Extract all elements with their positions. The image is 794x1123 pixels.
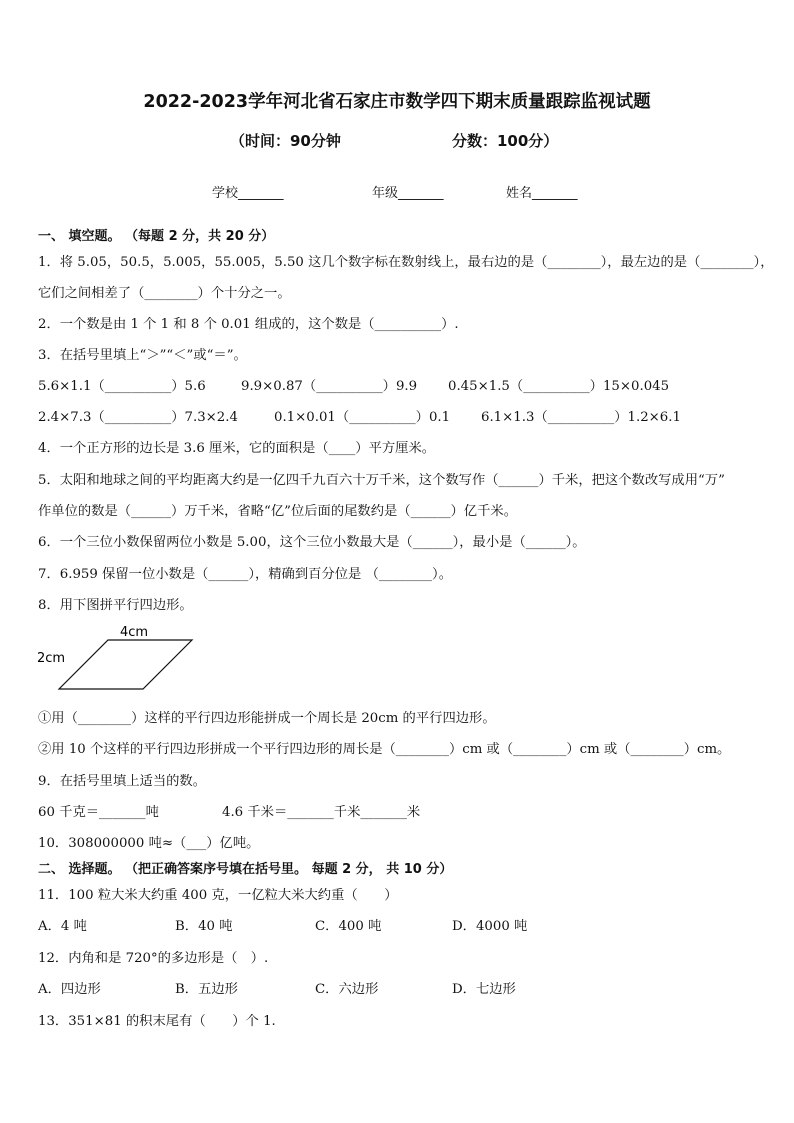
name-field[interactable]: 姓名_______	[506, 186, 578, 201]
compare-item: 5.6×1.1（__________）5.6	[38, 379, 206, 394]
option-b[interactable]: B．40 吨	[175, 919, 233, 934]
question-8-sub1: ①用（________）这样的平行四边形能拼成一个周长是 20cm 的平行四边形。	[38, 711, 496, 726]
compare-item: 0.45×1.5（__________）15×0.045	[448, 379, 670, 394]
parallelogram-figure	[30, 620, 210, 695]
side-length-label: 2cm	[37, 651, 66, 666]
top-length-label: 4cm	[120, 625, 149, 640]
parallelogram-shape	[59, 640, 192, 689]
compare-item: 9.9×0.87（__________）9.9	[241, 379, 418, 394]
question-11: 11．100 粒大米大约重 400 克，一亿粒大米大约重（ ）	[38, 888, 398, 903]
option-c[interactable]: C．400 吨	[315, 919, 382, 934]
option-c[interactable]: C．六边形	[315, 982, 379, 997]
question-11-options	[38, 915, 638, 935]
compare-item: 6.1×1.3（__________）1.2×6.1	[481, 410, 681, 425]
section2-heading: 二、 选择题。 （把正确答案序号填在括号里。 每题 2 分， 共 10 分）	[38, 862, 453, 877]
option-d[interactable]: D．七边形	[452, 982, 516, 997]
question-3-row1	[38, 375, 758, 395]
question-1-line1: 1．将 5.05，50.5，5.005，55.005，5.50 这几个数字标在数射线上，最右边的是（________），最左边的是（________），	[38, 255, 774, 270]
compare-item: 0.1×0.01（__________）0.1	[274, 410, 451, 425]
question-6: 6．一个三位小数保留两位小数是 5.00，这个三位小数最大是（______），最小是（______）。	[38, 535, 586, 550]
question-3-row2	[38, 406, 758, 426]
grade-field[interactable]: 年级_______	[372, 186, 444, 201]
option-b[interactable]: B．五边形	[175, 982, 238, 997]
compare-item: 2.4×7.3（__________）7.3×2.4	[38, 410, 238, 425]
page-title: 2022-2023学年河北省石家庄市数学四下期末质量跟踪监视试题	[143, 92, 651, 112]
conversion-item: 60 千克＝_______吨	[38, 805, 159, 820]
conversion-item: 4.6 千米＝_______千米_______米	[222, 805, 421, 820]
question-10: 10．308000000 吨≈（___）亿吨。	[38, 836, 260, 851]
question-7: 7．6.959 保留一位小数是（______），精确到百分位是 （________）。	[38, 567, 452, 582]
option-a[interactable]: A．四边形	[38, 982, 101, 997]
question-8-sub2: ②用 10 个这样的平行四边形拼成一个平行四边形的周长是（________）cm 或（________）cm 或（________）cm。	[38, 742, 731, 757]
question-5-line1: 5．太阳和地球之间的平均距离大约是一亿四千九百六十万千米，这个数写作（______）千米，把这个数改写成用“万”	[38, 473, 725, 488]
question-5-line2: 作单位的数是（______）万千米，省略“亿”位后面的尾数约是（______）亿千米。	[38, 504, 517, 519]
question-12-options	[38, 978, 638, 998]
question-2: 2．一个数是由 1 个 1 和 8 个 0.01 组成的，这个数是（__________）.	[38, 317, 459, 332]
question-13: 13．351×81 的积末尾有（ ）个 1.	[38, 1014, 276, 1029]
question-3: 3．在括号里填上“＞”“＜”或“＝”。	[38, 348, 247, 363]
exam-score: 分数：100分）	[452, 132, 559, 150]
question-1-line2: 它们之间相差了（________）个十分之一。	[38, 286, 291, 301]
question-8: 8．用下图拼平行四边形。	[38, 598, 193, 613]
section1-heading: 一、 填空题。 （每题 2 分，共 20 分）	[38, 229, 275, 244]
option-a[interactable]: A．4 吨	[38, 919, 87, 934]
option-d[interactable]: D．4000 吨	[452, 919, 528, 934]
exam-time: （时间：90分钟	[230, 132, 341, 150]
school-field[interactable]: 学校_______	[212, 186, 284, 201]
question-4: 4．一个正方形的边长是 3.6 厘米，它的面积是（____）平方厘米。	[38, 441, 436, 456]
question-12: 12．内角和是 720°的多边形是（ ）.	[38, 951, 269, 966]
question-9-row	[38, 801, 538, 821]
question-9: 9．在括号里填上适当的数。	[38, 774, 207, 789]
